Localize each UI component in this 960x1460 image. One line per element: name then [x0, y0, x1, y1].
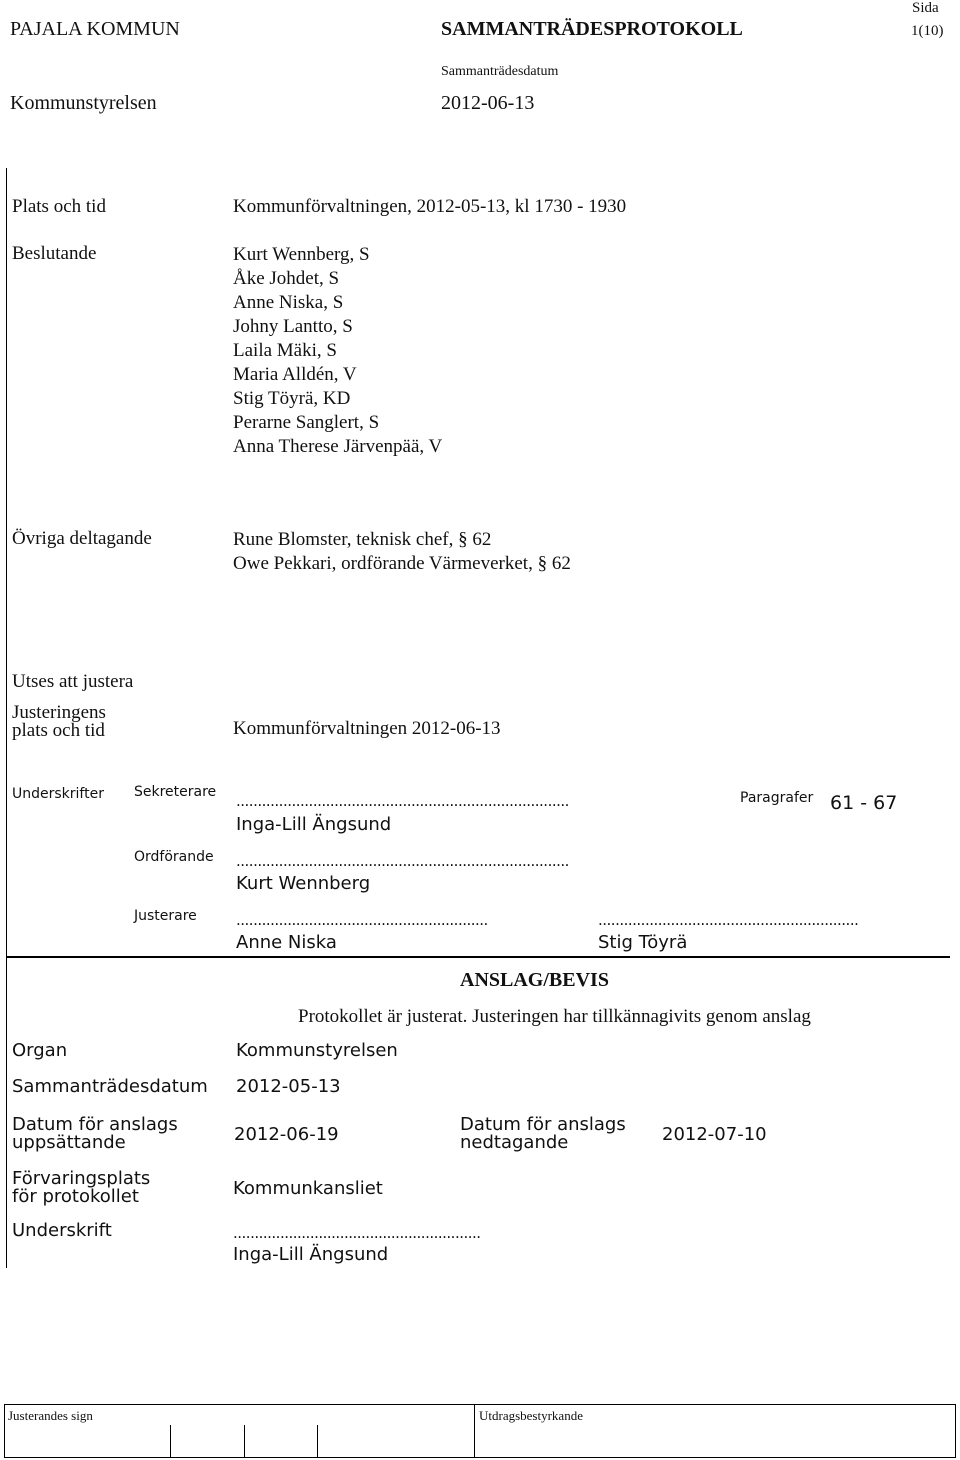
document-title: SAMMANTRÄDESPROTOKOLL: [441, 18, 743, 40]
posted-date-label-line: uppsättande: [12, 1132, 126, 1153]
governing-body: Kommunstyrelsen: [10, 92, 157, 114]
posted-date-value: 2012-06-19: [234, 1124, 339, 1145]
deciders-label: Beslutande: [12, 243, 97, 264]
chair-name: Kurt Wennberg: [236, 873, 371, 894]
others-label: Övriga deltagande: [12, 528, 152, 549]
posted-date-label-line: Datum för anslags: [12, 1114, 178, 1135]
place-time-value: Kommunförvaltningen, 2012-05-13, kl 1730 - 1930: [233, 196, 627, 217]
paragraphs-label: Paragrafer: [740, 790, 814, 806]
sign-box-divider: [317, 1425, 318, 1458]
decider-item: Anna Therese Järvenpää, V: [233, 436, 443, 457]
meeting-date-label: Sammanträdesdatum: [441, 64, 559, 79]
storage-label: [12, 1170, 150, 1206]
signatures-label: Underskrifter: [12, 786, 104, 802]
storage-value: Kommunkansliet: [233, 1178, 383, 1199]
organ-label: Organ: [12, 1040, 68, 1061]
notice-signature-line[interactable]: ..........................................................: [233, 1224, 481, 1242]
page-number: 1(10): [911, 23, 944, 39]
adjuster1-name: Anne Niska: [236, 932, 337, 953]
decider-item: Åke Johdet, S: [233, 268, 340, 289]
notice-signature-name: Inga-Lill Ängsund: [233, 1244, 389, 1265]
sign-box-divider: [244, 1425, 245, 1458]
place-time-label: Plats och tid: [12, 196, 106, 217]
storage-label-line: Förvaringsplats: [12, 1168, 151, 1189]
footer-divider: [474, 1404, 475, 1458]
decider-item: Kurt Wennberg, S: [233, 244, 370, 265]
others-list: [233, 528, 571, 576]
extract-cert-label: Utdragsbestyrkande: [479, 1408, 583, 1423]
frame-left-border: [6, 168, 7, 1268]
adjust-label: Utses att justera: [12, 671, 134, 692]
page-label: Sida: [912, 0, 939, 16]
meeting-date: 2012-06-13: [441, 92, 535, 114]
other-participant: Rune Blomster, teknisk chef, § 62: [233, 529, 492, 550]
removed-date-label-line: nedtagande: [460, 1132, 569, 1153]
organ-value: Kommunstyrelsen: [236, 1040, 398, 1061]
storage-label-line: för protokollet: [12, 1186, 139, 1207]
chair-signature-line[interactable]: ..............................................................................: [236, 852, 569, 870]
decider-item: Anne Niska, S: [233, 292, 344, 313]
adjust-place-label-line: Justeringens: [12, 702, 106, 723]
decider-item: Johny Lantto, S: [233, 316, 353, 337]
decider-item: Laila Mäki, S: [233, 340, 337, 361]
municipality-name: PAJALA KOMMUN: [10, 18, 180, 40]
adjuster2-name: Stig Töyrä: [598, 932, 688, 953]
posted-date-label: [12, 1116, 178, 1152]
decider-item: Maria Alldén, V: [233, 364, 357, 385]
chair-label: Ordförande: [134, 849, 214, 865]
sign-box-divider: [170, 1425, 171, 1458]
removed-date-label-line: Datum för anslags: [460, 1114, 626, 1135]
notice-meeting-date-value: 2012-05-13: [236, 1076, 341, 1097]
removed-date-label: [460, 1116, 626, 1152]
adjuster2-signature-line[interactable]: .............................................................: [598, 911, 859, 929]
adjust-place-label-line: plats och tid: [12, 720, 105, 741]
adjusters-sign-label: Justerandes sign: [8, 1408, 93, 1423]
secretary-label: Sekreterare: [134, 784, 217, 800]
notice-title: ANSLAG/BEVIS: [460, 969, 609, 991]
notice-separator: [6, 956, 950, 958]
notice-meeting-date-label: Sammanträdesdatum: [12, 1076, 208, 1097]
removed-date-value: 2012-07-10: [662, 1124, 767, 1145]
deciders-list: [233, 243, 442, 459]
adjuster1-signature-line[interactable]: ...........................................................: [236, 911, 488, 929]
secretary-signature-line[interactable]: ..............................................................................: [236, 792, 569, 810]
adjust-place-label: [12, 704, 106, 740]
decider-item: Perarne Sanglert, S: [233, 412, 380, 433]
secretary-name: Inga-Lill Ängsund: [236, 814, 392, 835]
signature-label: Underskrift: [12, 1220, 112, 1241]
decider-item: Stig Töyrä, KD: [233, 388, 351, 409]
other-participant: Owe Pekkari, ordförande Värmeverket, § 62: [233, 553, 571, 574]
adjust-place-value: Kommunförvaltningen 2012-06-13: [233, 718, 501, 739]
adjusters-label: Justerare: [134, 908, 197, 924]
paragraphs-value: 61 - 67: [830, 792, 898, 814]
notice-statement: Protokollet är justerat. Justeringen har tillkännagivits genom anslag: [298, 1006, 811, 1027]
